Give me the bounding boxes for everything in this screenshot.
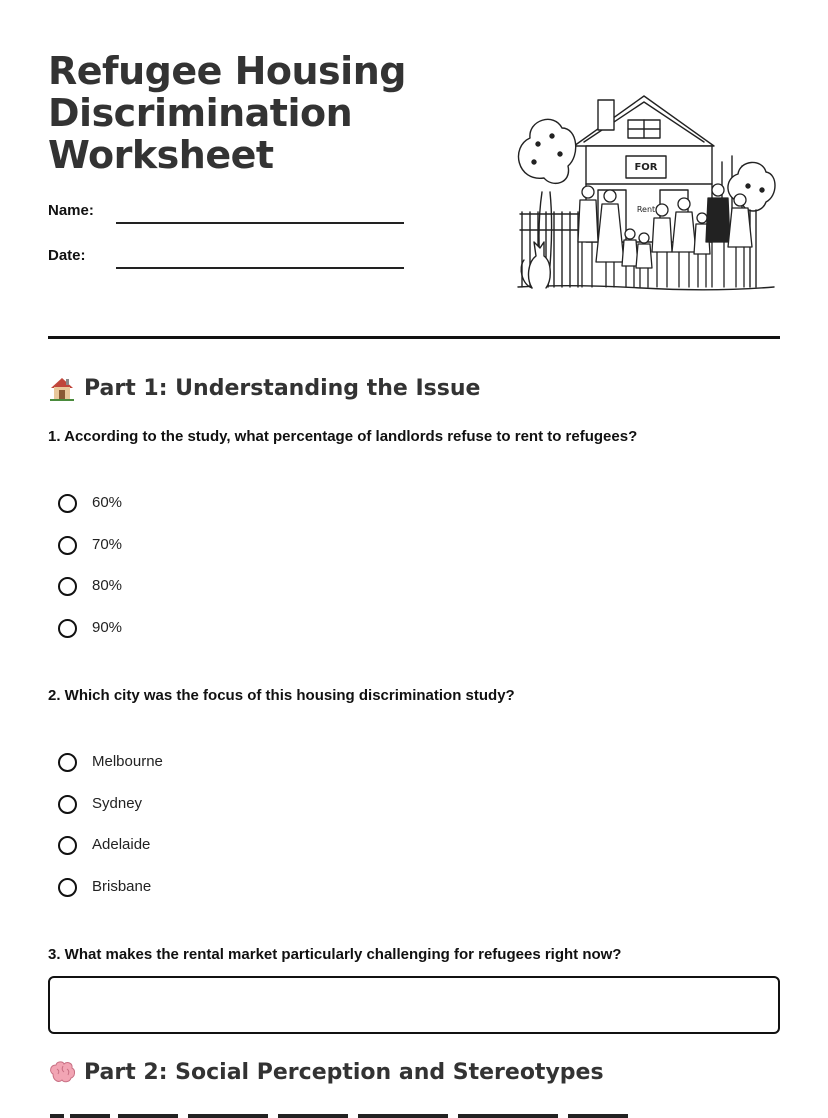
question-3: 3. What makes the rental market particularly challenging for refugees right now? — [48, 946, 622, 963]
part2-heading — [48, 1058, 788, 1086]
part2-title: Part 2: Social Perception and Stereotypes — [84, 1059, 604, 1085]
option-label: 90% — [92, 618, 123, 636]
name-label: Name: — [48, 202, 94, 219]
radio-button[interactable] — [58, 536, 77, 555]
for-sign-text: FOR — [634, 162, 658, 173]
part1-heading — [48, 374, 788, 402]
radio-button[interactable] — [58, 836, 77, 855]
radio-button[interactable] — [58, 878, 77, 897]
option-70-percent[interactable] — [58, 534, 458, 576]
house-emoji-icon — [48, 374, 76, 402]
question-1-options — [58, 492, 458, 658]
option-label: Adelaide — [92, 836, 151, 853]
question-2: 2. Which city was the focus of this housing discrimination study? — [48, 687, 515, 704]
cut-off-text-line — [48, 1112, 648, 1118]
option-melbourne[interactable] — [58, 751, 458, 793]
title-line: Refugee Housing — [48, 49, 406, 93]
option-adelaide[interactable] — [58, 834, 458, 876]
name-write-line[interactable] — [116, 222, 404, 224]
part1-title: Part 1: Understanding the Issue — [84, 375, 481, 401]
option-label: 70% — [92, 535, 123, 553]
radio-button[interactable] — [58, 795, 77, 814]
option-label: Sydney — [92, 794, 143, 812]
name-field[interactable] — [48, 202, 408, 232]
radio-button[interactable] — [58, 577, 77, 596]
date-write-line[interactable] — [116, 267, 404, 269]
date-field[interactable] — [48, 247, 408, 277]
rent-sign-text: Rent — [636, 205, 656, 214]
option-label: 80% — [92, 577, 123, 594]
option-90-percent[interactable] — [58, 617, 458, 659]
option-sydney[interactable] — [58, 793, 458, 835]
question-1: 1. According to the study, what percentage of landlords refuse to rent to refugees? — [48, 428, 638, 445]
radio-button[interactable] — [58, 753, 77, 772]
brain-emoji-icon — [48, 1058, 76, 1086]
option-label: Brisbane — [92, 877, 152, 895]
question-3-answer-box[interactable] — [48, 976, 780, 1034]
radio-button[interactable] — [58, 619, 77, 638]
house-family-illustration — [512, 92, 776, 294]
header-divider — [48, 336, 780, 339]
worksheet-title — [48, 50, 448, 176]
radio-button[interactable] — [58, 494, 77, 513]
option-60-percent[interactable] — [58, 492, 458, 534]
title-line: Worksheet — [48, 133, 274, 177]
option-80-percent[interactable] — [58, 575, 458, 617]
date-label: Date: — [48, 247, 86, 264]
option-brisbane[interactable] — [58, 876, 458, 918]
question-2-options — [58, 751, 458, 917]
option-label: 60% — [92, 494, 123, 511]
title-line: Discrimination — [48, 91, 353, 135]
option-label: Melbourne — [92, 753, 163, 770]
